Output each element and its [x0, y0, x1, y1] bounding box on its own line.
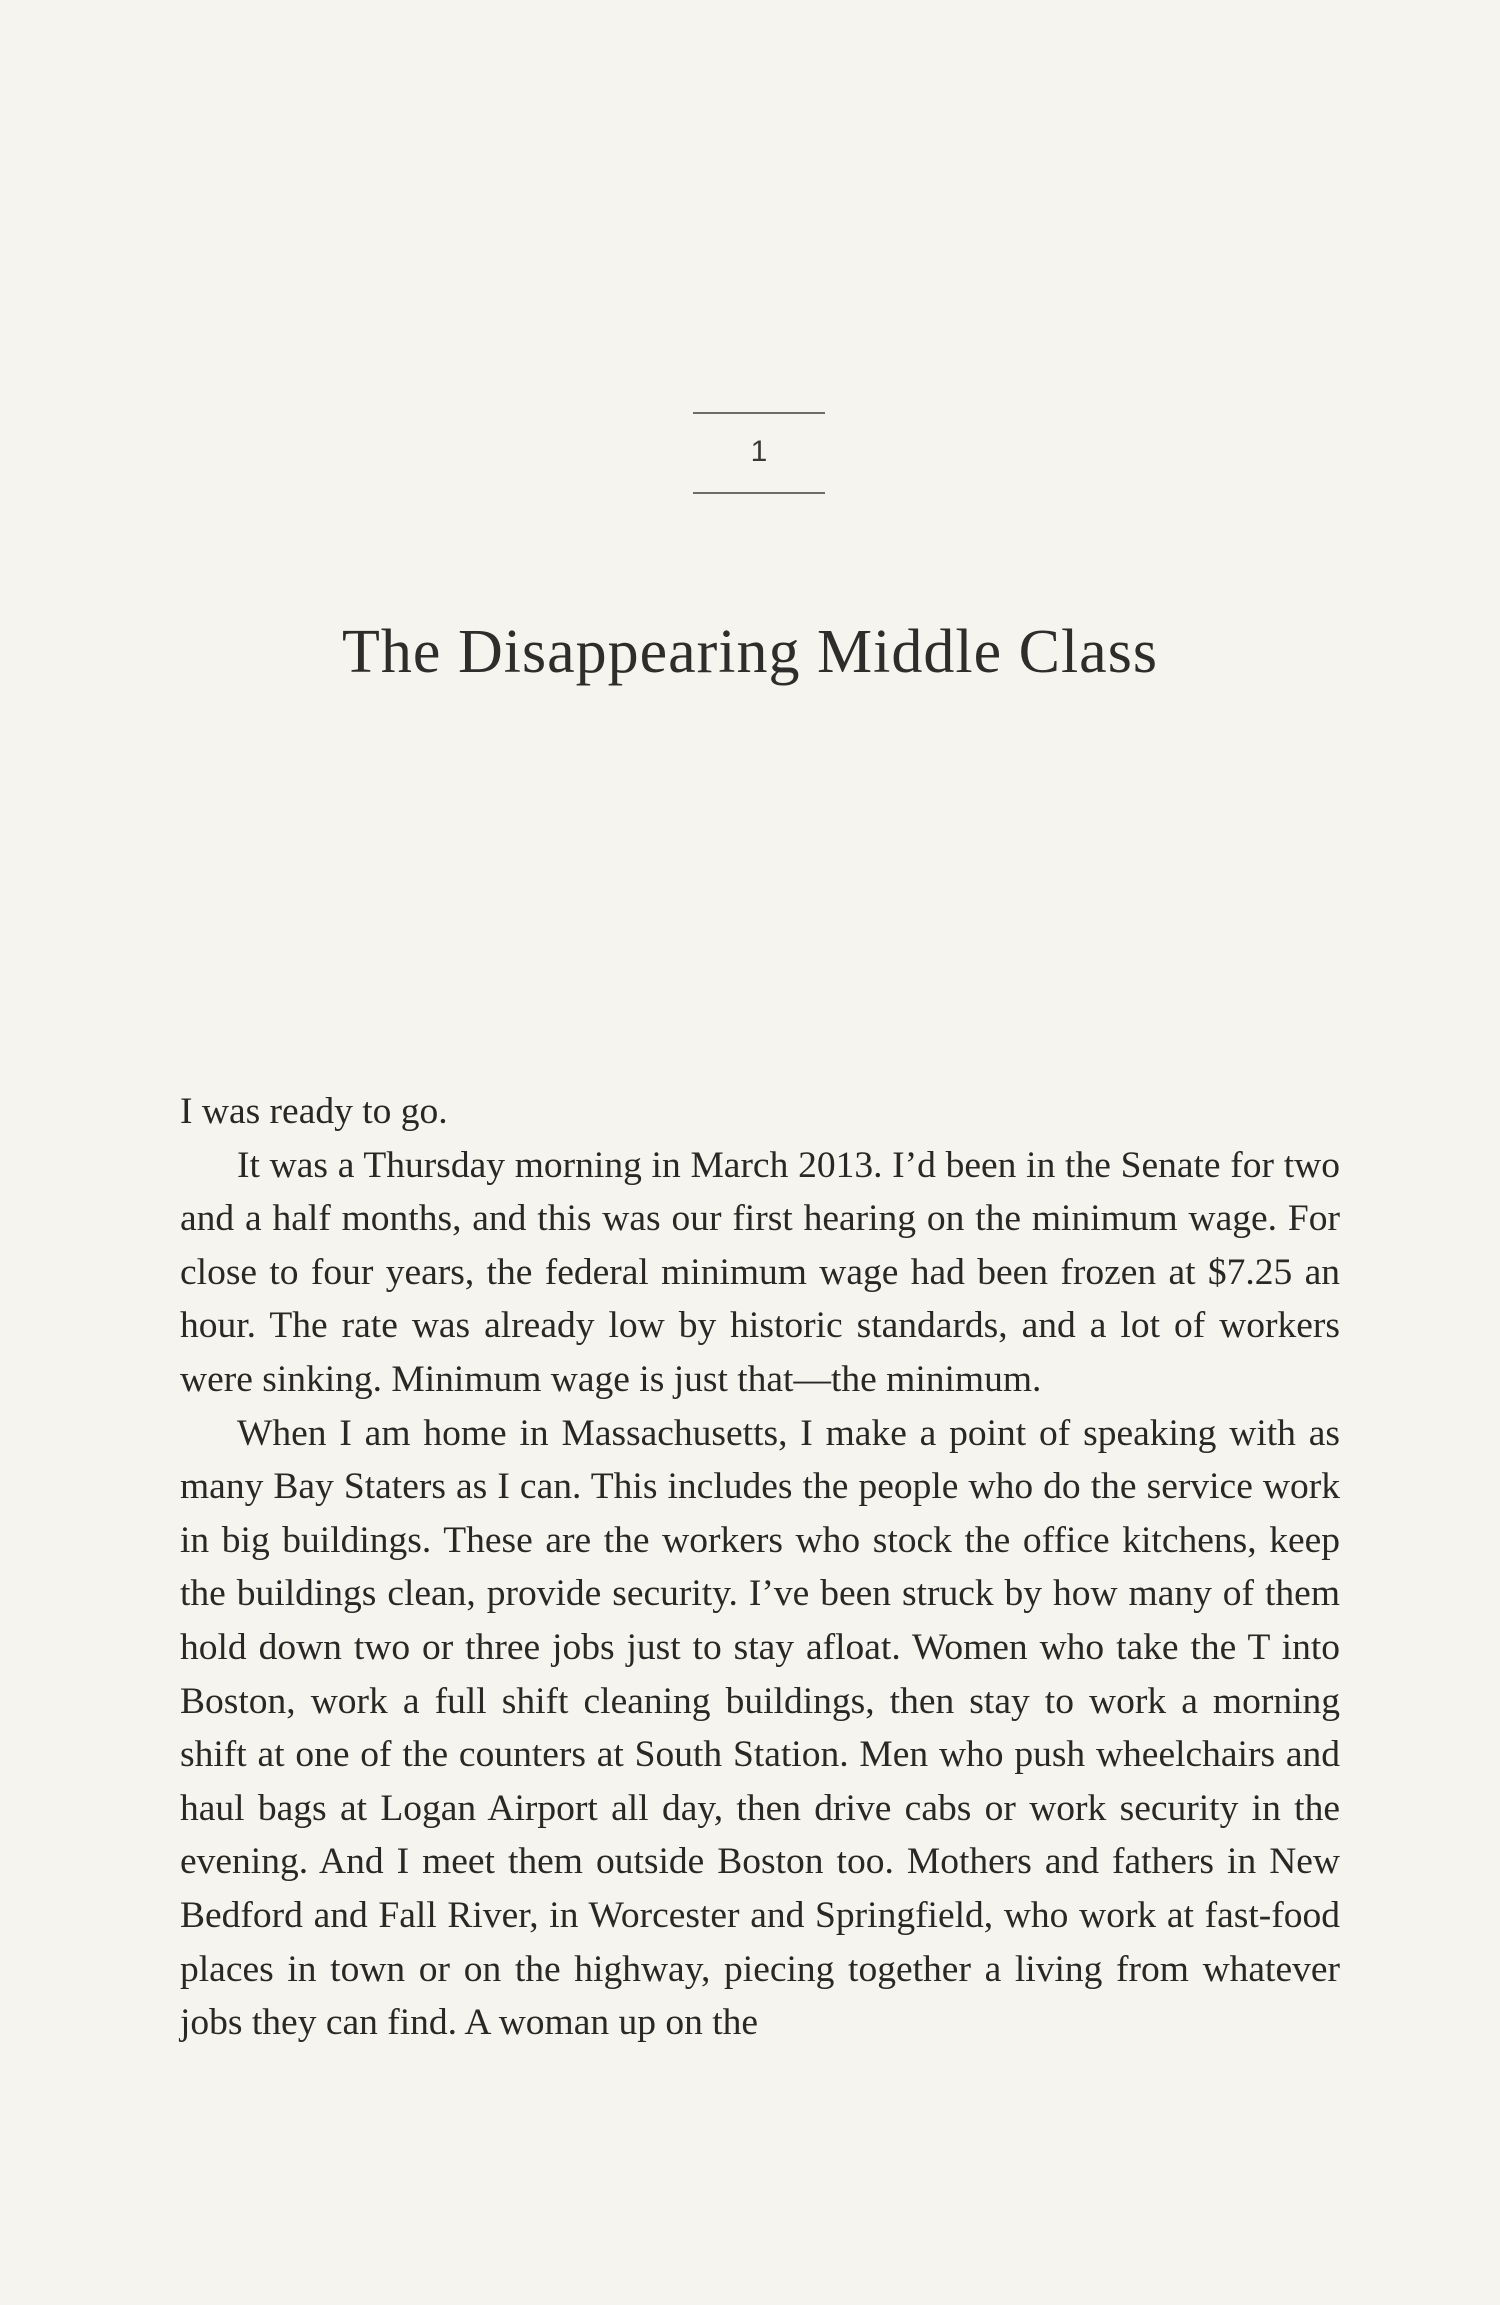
paragraph-3: When I am home in Massachusetts, I make a point of speaking with as many Bay Staters as I can. This includes the people who do the service work in big buildings. These are the workers who stock the office kitchens, keep the buildings clean, provide security. I’ve been struck by how many of them hold down two or three jobs just to stay afloat. Women who take the T into Boston, work a full shift cleaning buildings, then stay to work a morning shift at one of the counters at South Station. Men who push wheelchairs and haul bags at Logan Airport all day, then drive cabs or work security in the evening. And I meet them outside Boston too. Mothers and fathers in New Bedford and Fall River, in Worcester and Springfield, who work at fast-food places in town or on the highway, piecing together a living from whatever jobs they can find. A woman up on the: [180, 1412, 1340, 2044]
paragraph-1: I was ready to go.: [180, 1091, 448, 1132]
body-text: [180, 1085, 1340, 2050]
chapter-title: The Disappearing Middle Class: [342, 618, 1158, 686]
paragraph-2: It was a Thursday morning in March 2013. I’d been in the Senate for two and a half months, and this was our first hearing on the minimum wage. For close to four years, the federal minimum wage had been frozen at $7.25 an hour. The rate was already low by historic standards, and a lot of workers were sinking. Minimum wage is just that—the minimum.: [180, 1144, 1340, 1400]
chapter-number-block: [693, 412, 825, 494]
chapter-rule-top: [693, 412, 825, 414]
chapter-number: 1: [750, 435, 768, 468]
chapter-rule-bottom: [693, 492, 825, 494]
